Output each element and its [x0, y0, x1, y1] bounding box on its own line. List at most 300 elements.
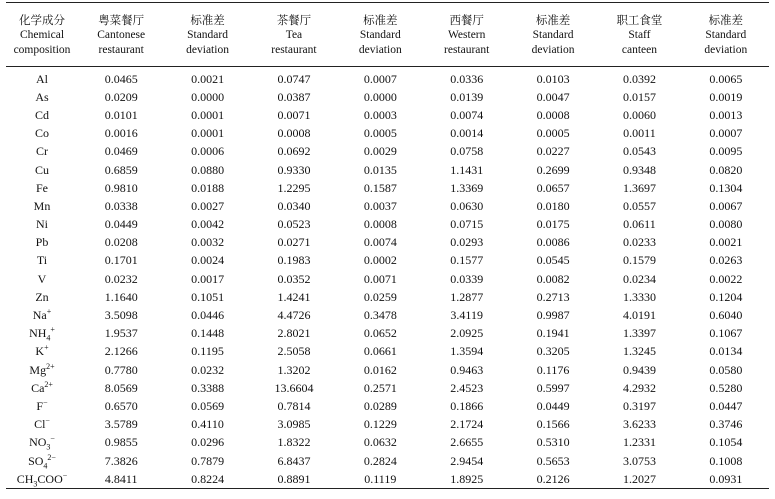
table-row — [6, 361, 769, 379]
table-header — [6, 4, 769, 67]
std-dev-cell: 0.9987 — [536, 308, 570, 323]
std-dev-cell: 0.0032 — [191, 235, 225, 250]
std-dev-cell: 0.0232 — [191, 362, 225, 377]
component-symbol: NH — [29, 326, 47, 341]
mean-value-cell: 0.0071 — [277, 107, 311, 122]
mean-value-cell: 1.3369 — [450, 180, 484, 195]
component-charge: − — [50, 434, 55, 444]
mean-value-cell: 0.7780 — [104, 362, 138, 377]
std-dev-cell: 0.1176 — [536, 362, 570, 377]
std-dev-cell: 0.3388 — [191, 380, 225, 395]
mean-value-cell: 2.8021 — [277, 326, 311, 341]
component-symbol: Co — [34, 126, 49, 141]
table-row — [6, 179, 769, 197]
mean-value-cell: 2.1724 — [450, 417, 484, 432]
component-name — [6, 143, 78, 161]
component-name — [6, 343, 78, 361]
table-row — [6, 379, 769, 397]
std-dev-cell: 0.0259 — [363, 289, 397, 304]
std-dev-cell: 0.0086 — [536, 235, 570, 250]
std-dev-cell: 0.0001 — [191, 126, 225, 141]
component-name — [6, 106, 78, 124]
mean-value-cell: 0.0233 — [622, 235, 656, 250]
mean-value-cell: 0.0630 — [450, 198, 484, 213]
std-dev-cell: 0.0002 — [363, 253, 397, 268]
component-symbol: Mg — [29, 362, 47, 377]
table-row — [6, 234, 769, 252]
column-header-en: Chemical — [19, 28, 65, 41]
column-header-en: canteen — [621, 43, 657, 56]
std-dev-cell: 0.5997 — [536, 380, 570, 395]
table-row — [6, 106, 769, 124]
component-symbol: NO — [29, 435, 47, 450]
mean-value-cell: 7.3826 — [104, 453, 138, 468]
component-symbol: Ti — [36, 253, 48, 268]
table-row — [6, 306, 769, 324]
component-symbol: As — [35, 89, 49, 104]
mean-value-cell: 0.0449 — [104, 217, 138, 232]
std-dev-cell: 0.1941 — [536, 326, 570, 341]
mean-value-cell: 1.2877 — [450, 289, 484, 304]
mean-value-cell: 0.0008 — [277, 126, 311, 141]
mean-value-cell: 0.0392 — [622, 71, 656, 86]
header-row — [6, 4, 769, 67]
mean-value-cell: 0.3197 — [622, 398, 656, 413]
std-dev-cell: 0.0632 — [363, 435, 397, 450]
component-charge: + — [44, 343, 49, 353]
component-symbol: K — [35, 344, 45, 359]
std-dev-cell: 0.1229 — [363, 417, 397, 432]
mean-value-cell: 0.0339 — [450, 271, 484, 286]
mean-value-cell: 1.4241 — [277, 289, 311, 304]
std-dev-cell: 0.2571 — [363, 380, 397, 395]
mean-value-cell: 3.5098 — [104, 308, 138, 323]
table-row — [6, 470, 769, 489]
column-header-en: restaurant — [98, 43, 144, 56]
mean-value-cell: 0.0208 — [104, 235, 138, 250]
component-name — [6, 270, 78, 288]
mean-value-cell: 0.0465 — [104, 71, 138, 86]
column-header-zh: 化学成分 — [19, 12, 65, 27]
mean-value-cell: 0.1983 — [277, 253, 311, 268]
std-dev-cell: 0.0006 — [191, 144, 225, 159]
table-row — [6, 252, 769, 270]
mean-value-cell: 0.0715 — [450, 217, 484, 232]
std-dev-cell: 0.1008 — [709, 453, 743, 468]
mean-value-cell: 0.1701 — [104, 253, 138, 268]
std-dev-cell: 0.1119 — [337, 470, 423, 489]
column-header-zh: 粤菜餐厅 — [98, 12, 145, 27]
mean-value-cell: 0.9810 — [104, 180, 138, 195]
chemical-composition-table — [6, 4, 769, 489]
mean-value-cell: 0.9463 — [450, 362, 484, 377]
std-dev-cell: 0.0580 — [709, 362, 743, 377]
table-row — [6, 197, 769, 215]
std-dev-cell: 0.0931 — [683, 470, 769, 489]
mean-value-cell: 0.0157 — [622, 89, 656, 104]
component-name — [6, 161, 78, 179]
component-charge: − — [62, 470, 68, 480]
column-header — [510, 4, 596, 67]
mean-value-cell: 1.8322 — [277, 435, 311, 450]
mean-value-cell: 3.5789 — [104, 417, 138, 432]
mean-value-cell: 1.2295 — [277, 180, 311, 195]
std-dev-cell: 0.0003 — [363, 107, 397, 122]
component-name — [6, 88, 78, 106]
mean-value-cell: 0.6570 — [104, 398, 138, 413]
std-dev-cell: 0.0008 — [363, 217, 397, 232]
column-header-en: restaurant — [271, 43, 317, 56]
std-dev-cell: 0.0188 — [191, 180, 225, 195]
mean-value-cell: 1.1640 — [104, 289, 138, 304]
column-header — [337, 4, 423, 67]
mean-value-cell: 0.9439 — [622, 362, 656, 377]
std-dev-cell: 0.0067 — [709, 198, 743, 213]
column-header — [596, 4, 682, 67]
component-name — [6, 325, 78, 343]
column-header-en: Staff — [628, 28, 651, 41]
component-name — [6, 125, 78, 143]
component-name — [6, 416, 78, 434]
column-header — [164, 4, 250, 67]
table-row — [6, 161, 769, 179]
mean-value-cell: 0.9348 — [622, 162, 656, 177]
std-dev-cell: 0.0820 — [709, 162, 743, 177]
mean-value-cell: 0.0747 — [277, 71, 311, 86]
std-dev-cell: 0.0880 — [191, 162, 225, 177]
std-dev-cell: 0.0005 — [536, 126, 570, 141]
mean-value-cell: 2.0925 — [450, 326, 484, 341]
column-header — [424, 4, 510, 67]
std-dev-cell: 0.2699 — [536, 162, 570, 177]
table-row — [6, 416, 769, 434]
column-header — [251, 4, 337, 67]
column-header-en: deviation — [358, 43, 402, 56]
std-dev-cell: 0.0000 — [191, 89, 225, 104]
std-dev-cell: 0.2824 — [363, 453, 397, 468]
std-dev-cell: 0.0175 — [536, 217, 570, 232]
component-name — [6, 306, 78, 324]
mean-value-cell: 3.0753 — [622, 453, 656, 468]
component-symbol: Al — [36, 71, 48, 86]
std-dev-cell: 0.0135 — [363, 162, 397, 177]
column-header — [6, 4, 78, 67]
column-header — [683, 4, 769, 67]
mean-value-cell: 2.4523 — [450, 380, 484, 395]
std-dev-cell: 0.0008 — [536, 107, 570, 122]
table-row — [6, 216, 769, 234]
mean-value-cell: 3.0985 — [277, 417, 311, 432]
column-header — [78, 4, 164, 67]
mean-value-cell: 2.1266 — [104, 344, 138, 359]
mean-value-cell: 0.0523 — [277, 217, 311, 232]
mean-value-cell: 0.0271 — [277, 235, 311, 250]
mean-value-cell: 0.0011 — [623, 126, 656, 141]
mean-value-cell: 8.0569 — [104, 380, 138, 395]
std-dev-cell: 0.0021 — [191, 71, 225, 86]
std-dev-cell: 0.0001 — [191, 107, 225, 122]
component-name — [6, 179, 78, 197]
mean-value-cell: 0.0016 — [104, 126, 138, 141]
mean-value-cell: 0.0014 — [450, 126, 484, 141]
table-row — [6, 125, 769, 143]
std-dev-cell: 0.1054 — [709, 435, 743, 450]
std-dev-cell: 0.8224 — [164, 470, 250, 489]
mean-value-cell: 0.0543 — [622, 144, 656, 159]
std-dev-cell: 0.0227 — [536, 144, 570, 159]
component-subscript: 3 — [33, 479, 38, 489]
table-row — [6, 67, 769, 89]
mean-value-cell: 1.3594 — [450, 344, 484, 359]
table-row — [6, 325, 769, 343]
mean-value-cell: 0.0611 — [623, 217, 656, 232]
std-dev-cell: 0.0080 — [709, 217, 743, 232]
mean-value-cell: 0.0234 — [622, 271, 656, 286]
std-dev-cell: 0.0007 — [709, 126, 743, 141]
mean-value-cell: 0.0340 — [277, 198, 311, 213]
table-row — [6, 452, 769, 470]
table-row — [6, 343, 769, 361]
table-row — [6, 434, 769, 452]
component-symbol: Zn — [35, 289, 49, 304]
mean-value-cell: 1.2027 — [596, 470, 682, 489]
std-dev-cell: 0.0042 — [191, 217, 225, 232]
column-header-en: deviation — [704, 43, 748, 56]
mean-value-cell: 0.0293 — [450, 235, 484, 250]
std-dev-cell: 0.0007 — [363, 71, 397, 86]
component-name — [6, 252, 78, 270]
std-dev-cell: 0.3205 — [536, 344, 570, 359]
mean-value-cell: 4.4726 — [277, 308, 311, 323]
table-row — [6, 143, 769, 161]
std-dev-cell: 0.0180 — [536, 198, 570, 213]
mean-value-cell: 0.0336 — [450, 71, 484, 86]
component-charge: + — [50, 325, 55, 335]
component-symbol: Cr — [36, 144, 48, 159]
component-charge: 2+ — [44, 379, 53, 389]
mean-value-cell: 2.9454 — [450, 453, 484, 468]
component-name — [6, 288, 78, 306]
mean-value-cell: 1.3697 — [622, 180, 656, 195]
component-name — [6, 452, 78, 470]
mean-value-cell: 0.1579 — [622, 253, 656, 268]
std-dev-cell: 0.0071 — [363, 271, 397, 286]
component-symbol: Na — [32, 308, 47, 323]
table-body — [6, 67, 769, 489]
mean-value-cell: 0.1866 — [450, 398, 484, 413]
mean-value-cell: 4.0191 — [622, 308, 656, 323]
column-header-en: Tea — [285, 28, 303, 41]
std-dev-cell: 0.0449 — [536, 398, 570, 413]
component-symbol: Mn — [33, 198, 51, 213]
column-header-en: deviation — [531, 43, 575, 56]
std-dev-cell: 0.0103 — [536, 71, 570, 86]
component-charge: − — [45, 416, 50, 426]
column-header-zh: 标准差 — [708, 12, 744, 27]
component-symbol: Cd — [34, 107, 49, 122]
component-symbol: F — [36, 398, 44, 413]
column-header-zh: 标准差 — [363, 12, 398, 27]
component-charge: 2− — [47, 452, 56, 462]
std-dev-cell: 0.0289 — [363, 398, 397, 413]
std-dev-cell: 0.5280 — [709, 380, 743, 395]
mean-value-cell: 0.0469 — [104, 144, 138, 159]
std-dev-cell: 0.7879 — [191, 453, 225, 468]
mean-value-cell: 0.7814 — [277, 398, 311, 413]
component-symbol: CH — [16, 471, 34, 486]
component-symbol-tail: COO — [37, 471, 63, 486]
std-dev-cell: 0.0095 — [709, 144, 743, 159]
std-dev-cell: 0.0447 — [709, 398, 743, 413]
component-symbol: SO — [28, 453, 44, 468]
mean-value-cell: 1.3330 — [622, 289, 656, 304]
mean-value-cell: 1.3397 — [622, 326, 656, 341]
mean-value-cell: 0.0074 — [450, 107, 484, 122]
mean-value-cell: 1.3245 — [622, 344, 656, 359]
component-subscript: 4 — [43, 460, 48, 470]
mean-value-cell: 2.6655 — [450, 435, 484, 450]
mean-value-cell: 0.0101 — [104, 107, 138, 122]
mean-value-cell: 4.2932 — [622, 380, 656, 395]
std-dev-cell: 0.5653 — [536, 453, 570, 468]
column-header-zh: 标准差 — [190, 12, 225, 27]
std-dev-cell: 0.0263 — [709, 253, 743, 268]
column-header-en: Cantonese — [97, 28, 146, 41]
std-dev-cell: 0.1067 — [709, 326, 743, 341]
mean-value-cell: 0.1577 — [450, 253, 484, 268]
column-header-en: composition — [13, 43, 71, 56]
mean-value-cell: 1.1431 — [450, 162, 484, 177]
column-header-en: Standard — [359, 28, 401, 41]
component-name — [6, 197, 78, 215]
std-dev-cell: 0.5310 — [536, 435, 570, 450]
mean-value-cell: 1.3202 — [277, 362, 311, 377]
mean-value-cell: 0.9855 — [104, 435, 138, 450]
std-dev-cell: 0.0013 — [709, 107, 743, 122]
column-header-zh: 西餐厅 — [449, 12, 484, 27]
column-header-zh: 职工食堂 — [616, 12, 663, 27]
component-symbol: Cu — [34, 162, 49, 177]
std-dev-cell: 0.1195 — [191, 344, 224, 359]
table-top-rule — [6, 2, 769, 3]
std-dev-cell: 0.1304 — [709, 180, 743, 195]
std-dev-cell: 0.0296 — [191, 435, 225, 450]
std-dev-cell: 0.4110 — [191, 417, 224, 432]
mean-value-cell: 0.0387 — [277, 89, 311, 104]
column-header-zh: 标准差 — [535, 12, 571, 27]
component-symbol: V — [37, 271, 47, 286]
std-dev-cell: 0.0017 — [191, 271, 225, 286]
mean-value-cell: 0.0139 — [450, 89, 484, 104]
column-header-en: Standard — [532, 28, 574, 41]
component-name — [6, 434, 78, 452]
std-dev-cell: 0.1448 — [191, 326, 225, 341]
std-dev-cell: 0.1204 — [709, 289, 743, 304]
mean-value-cell: 3.4119 — [450, 308, 483, 323]
component-symbol: Fe — [36, 180, 48, 195]
component-name — [6, 67, 78, 89]
mean-value-cell: 0.9330 — [277, 162, 311, 177]
component-name — [6, 361, 78, 379]
mean-value-cell: 0.0209 — [104, 89, 138, 104]
std-dev-cell: 0.0569 — [191, 398, 225, 413]
component-symbol: Ca — [31, 380, 45, 395]
std-dev-cell: 0.6040 — [709, 308, 743, 323]
component-name — [6, 470, 78, 489]
std-dev-cell: 0.0545 — [536, 253, 570, 268]
std-dev-cell: 0.1587 — [363, 180, 397, 195]
std-dev-cell: 0.0657 — [536, 180, 570, 195]
component-symbol: Pb — [35, 235, 49, 250]
std-dev-cell: 0.0162 — [363, 362, 397, 377]
mean-value-cell: 0.0060 — [622, 107, 656, 122]
std-dev-cell: 0.1051 — [191, 289, 225, 304]
component-name — [6, 216, 78, 234]
column-header-en: deviation — [186, 43, 229, 56]
std-dev-cell: 0.0005 — [363, 126, 397, 141]
mean-value-cell: 2.5058 — [277, 344, 311, 359]
std-dev-cell: 0.3746 — [709, 417, 743, 432]
std-dev-cell: 0.0021 — [709, 235, 743, 250]
std-dev-cell: 0.0022 — [709, 271, 743, 286]
mean-value-cell: 0.0232 — [104, 271, 138, 286]
mean-value-cell: 4.8411 — [78, 470, 164, 489]
component-subscript: 4 — [46, 333, 51, 343]
column-header-en: Standard — [187, 28, 228, 41]
std-dev-cell: 0.0661 — [363, 344, 397, 359]
component-subscript: 3 — [46, 442, 51, 452]
std-dev-cell: 0.2126 — [510, 470, 596, 489]
std-dev-cell: 0.0024 — [191, 253, 225, 268]
mean-value-cell: 0.0692 — [277, 144, 311, 159]
mean-value-cell: 0.6859 — [104, 162, 138, 177]
mean-value-cell: 0.0338 — [104, 198, 138, 213]
std-dev-cell: 0.0000 — [363, 89, 397, 104]
mean-value-cell: 1.8925 — [424, 470, 510, 489]
mean-value-cell: 1.2331 — [622, 435, 656, 450]
mean-value-cell: 6.8437 — [277, 453, 311, 468]
component-name — [6, 397, 78, 415]
column-header-en: Standard — [705, 28, 747, 41]
mean-value-cell: 1.9537 — [104, 326, 138, 341]
component-charge: 2+ — [46, 361, 55, 371]
mean-value-cell: 0.8891 — [251, 470, 337, 489]
std-dev-cell: 0.1566 — [536, 417, 570, 432]
component-symbol: Cl — [34, 417, 46, 432]
component-symbol: Ni — [36, 217, 48, 232]
table-row — [6, 270, 769, 288]
column-header-zh: 茶餐厅 — [276, 12, 312, 27]
component-charge: + — [46, 307, 52, 317]
component-name — [6, 379, 78, 397]
std-dev-cell: 0.0134 — [709, 344, 743, 359]
std-dev-cell: 0.0652 — [363, 326, 397, 341]
std-dev-cell: 0.0029 — [363, 144, 397, 159]
mean-value-cell: 13.6604 — [274, 380, 314, 395]
std-dev-cell: 0.3478 — [363, 308, 397, 323]
column-header-en: Western — [447, 28, 486, 41]
table-row — [6, 397, 769, 415]
std-dev-cell: 0.0027 — [191, 198, 225, 213]
mean-value-cell: 0.0758 — [450, 144, 484, 159]
std-dev-cell: 0.0019 — [709, 89, 743, 104]
std-dev-cell: 0.0047 — [536, 89, 570, 104]
std-dev-cell: 0.0082 — [536, 271, 570, 286]
component-charge: − — [43, 397, 48, 407]
std-dev-cell: 0.0074 — [363, 235, 397, 250]
mean-value-cell: 0.0352 — [277, 271, 311, 286]
table-row — [6, 88, 769, 106]
